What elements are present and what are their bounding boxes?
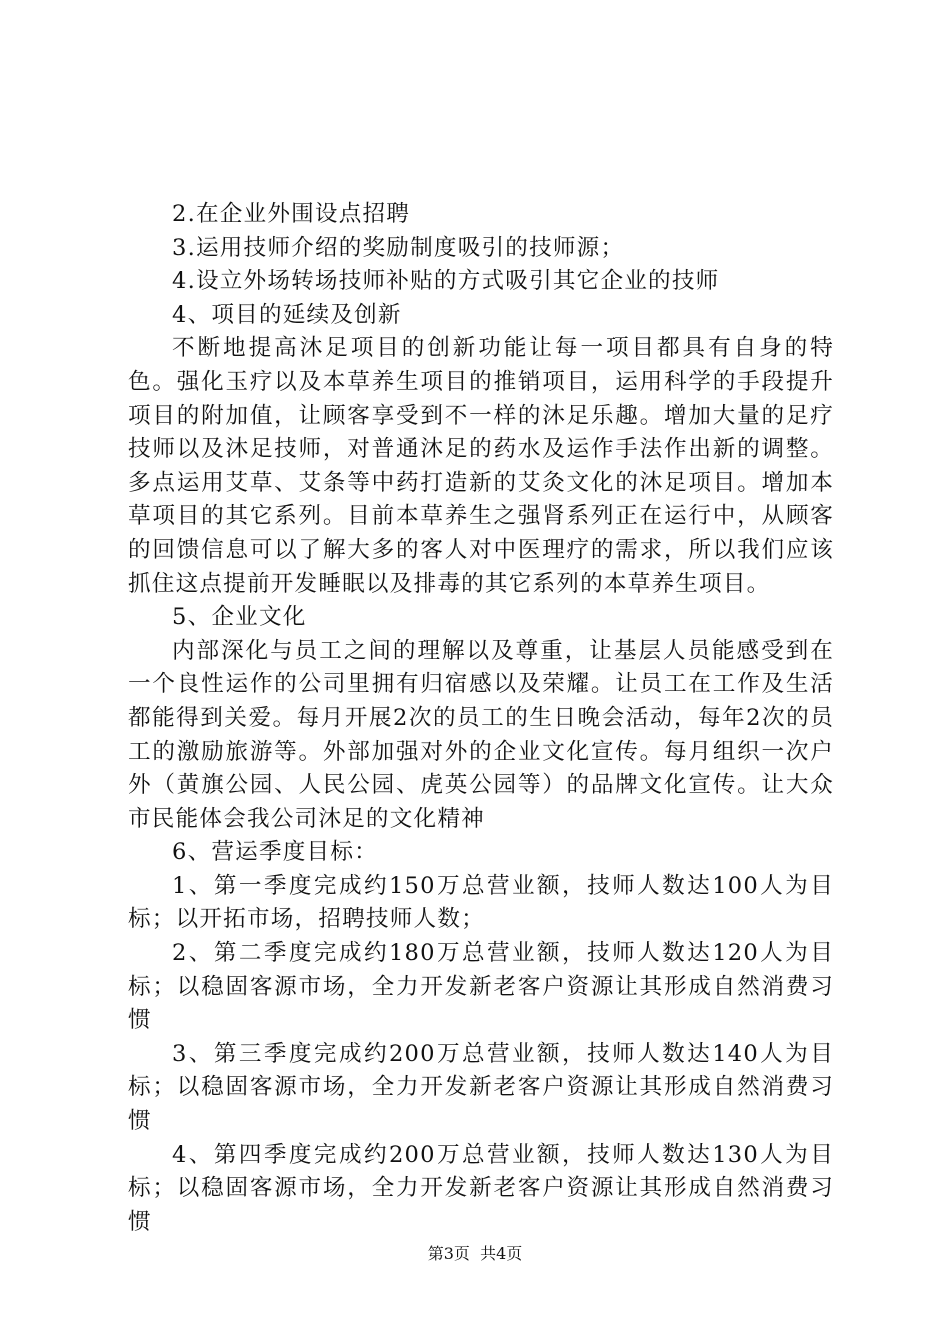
goal-item-q3: 3、第三季度完成约200万总营业额，技师人数达140人为目标；以稳固客源市场，全力开发新老客户资源让其形成自然消费习惯 [128, 1040, 834, 1135]
section-heading-quarterly-goals: 6、营运季度目标： [172, 839, 378, 866]
goal-item-q2: 2、第二季度完成约180万总营业额，技师人数达120人为目标；以稳固客源市场，全力开发新老客户资源让其形成自然消费习惯 [128, 940, 834, 1034]
list-item-transfer-subsidy: 4.设立外场转场技师补贴的方式吸引其它企业的技师 [172, 268, 720, 295]
page-footer [0, 1244, 950, 1264]
section-heading-project-innovation: 4、项目的延续及创新 [172, 301, 402, 328]
paragraph-corporate-culture: 内部深化与员工之间的理解以及尊重，让基层人员能感受到在一个良性运作的公司里拥有归宿感以及荣耀。让员工在工作及生活都能得到关爱。每月开展2次的员工的生日晚会活动，每年2次的员工的激励旅游等。外部加强对外的企业文化宣传。每月组织一次户外（黄旗公园、人民公园、虎英公园等）的品牌文化宣传。让大众市民能体会我公司沐足的文化精神 [128, 637, 834, 832]
paragraph-project-innovation: 不断地提高沐足项目的创新功能让每一项目都具有自身的特色。强化玉疗以及本草养生项目的推销项目，运用科学的手段提升项目的附加值，让顾客享受到不一样的沐足乐趣。增加大量的足疗技师以及沐足技师，对普通沐足的药水及运作手法作出新的调整。多点运用艾草、艾条等中药打造新的艾灸文化的沐足项目。增加本草项目的其它系列。目前本草养生之强肾系列正在运行中，从顾客的回馈信息可以了解大多的客人对中医理疗的需求，所以我们应该抓住这点提前开发睡眠以及排毒的其它系列的本草养生项目。 [128, 335, 834, 597]
goal-item-q1: 1、第一季度完成约150万总营业额，技师人数达100人为目标；以开拓市场，招聘技师人数； [128, 872, 834, 933]
list-item-recruit-outside: 2.在企业外围设点招聘 [172, 201, 411, 227]
section-heading-corporate-culture: 5、企业文化 [172, 604, 307, 631]
goal-item-q4: 4、第四季度完成约200万总营业额，技师人数达130人为目标；以稳固客源市场，全力开发新老客户资源让其形成自然消费习惯 [128, 1141, 834, 1235]
document-body [128, 198, 834, 1239]
page-number-label: 第3页 共4页 [427, 1244, 523, 1263]
list-item-referral-reward: 3.运用技师介绍的奖励制度吸引的技师源； [172, 234, 625, 261]
